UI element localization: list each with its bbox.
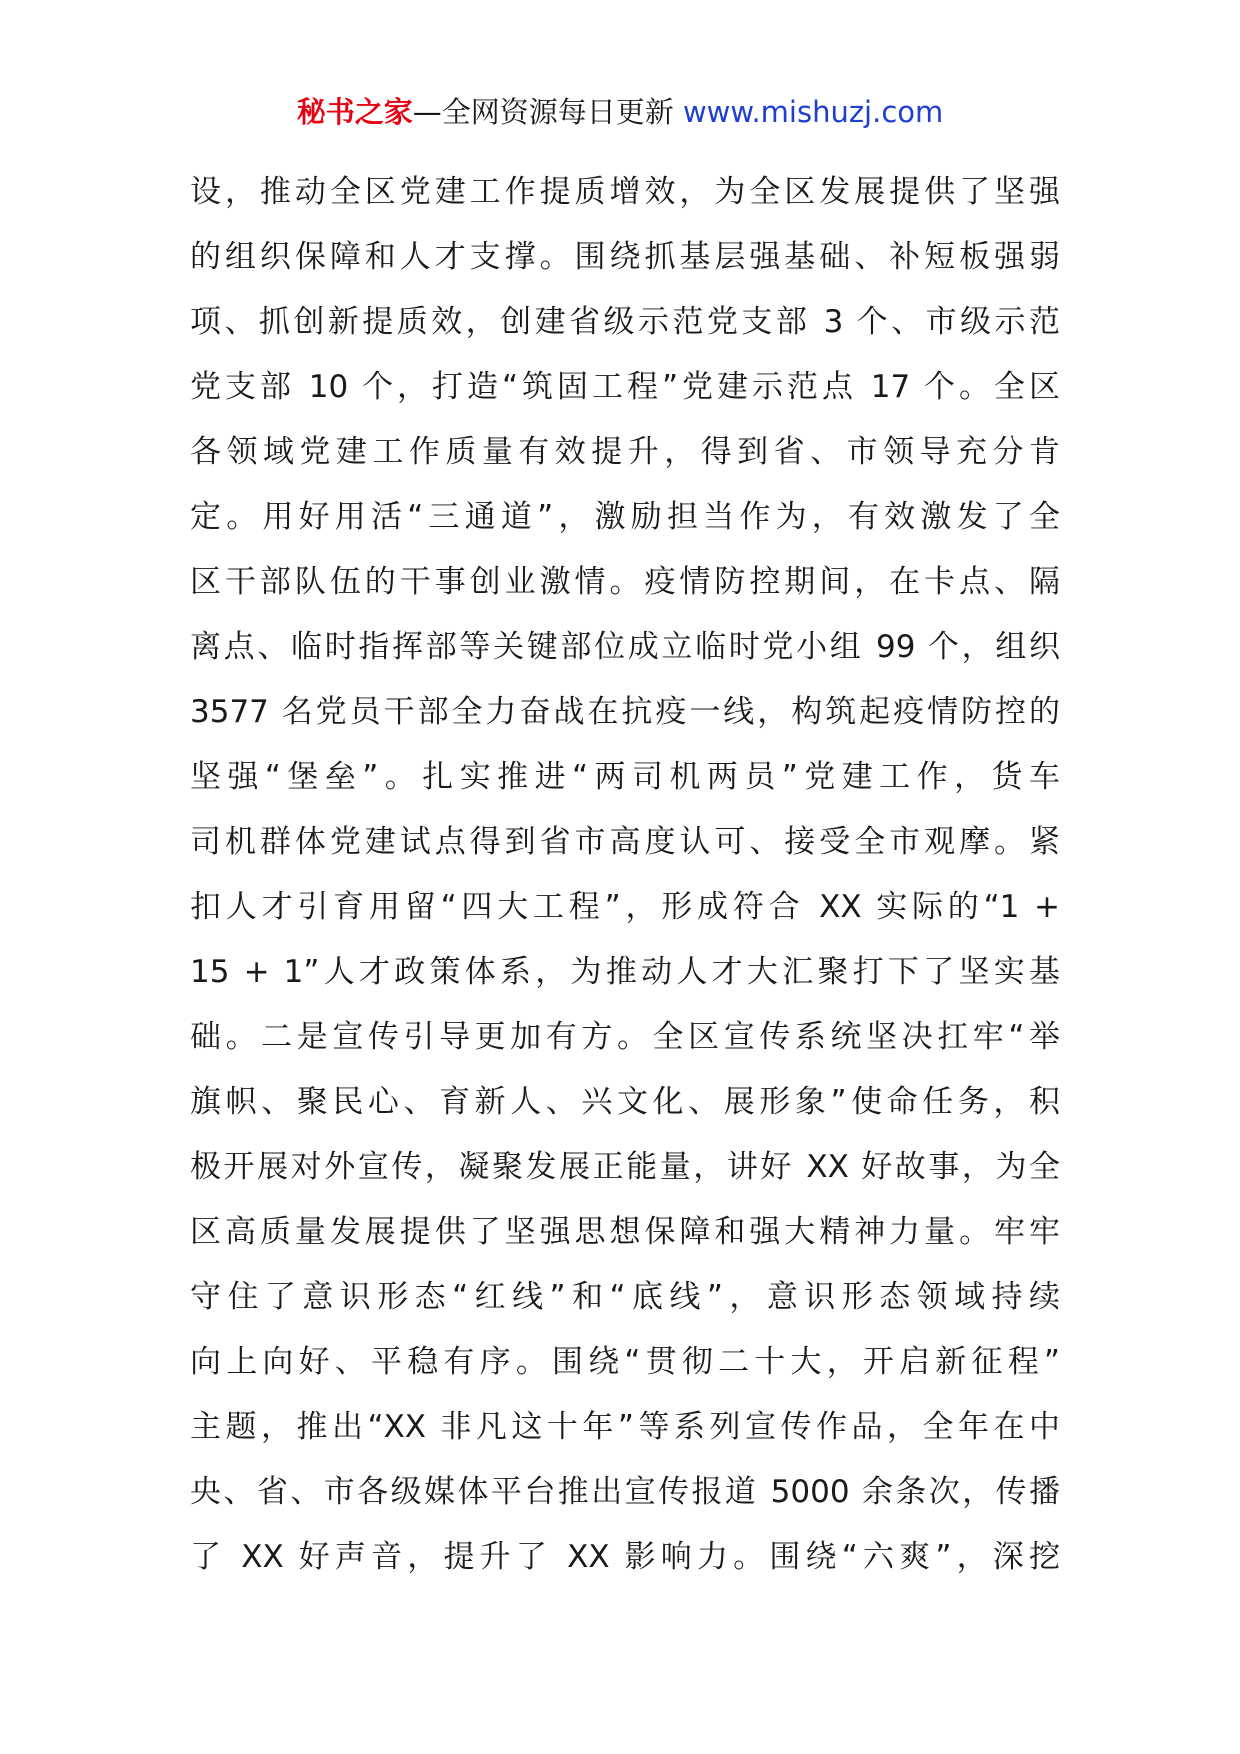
body-line: 向上向好、平稳有序。围绕“贯彻二十大，开启新征程” bbox=[190, 1344, 1060, 1380]
body-line: 区干部队伍的干事创业激情。疫情防控期间，在卡点、隔 bbox=[190, 564, 1060, 600]
body-line: 坚强“堡垒”。扎实推进“两司机两员”党建工作，货车 bbox=[190, 759, 1060, 795]
body-line: 3577 名党员干部全力奋战在抗疫一线，构筑起疫情防控的 bbox=[190, 694, 1060, 730]
body-line: 设，推动全区党建工作提质增效，为全区发展提供了坚强 bbox=[190, 174, 1060, 210]
body-line: 旗帜、聚民心、育新人、兴文化、展形象”使命任务，积 bbox=[190, 1084, 1060, 1120]
body-line: 党支部 10 个，打造“筑固工程”党建示范点 17 个。全区 bbox=[190, 369, 1060, 405]
body-line: 主题，推出“XX 非凡这十年”等系列宣传作品，全年在中 bbox=[190, 1409, 1060, 1445]
body-line: 司机群体党建试点得到省市高度认可、接受全市观摩。紧 bbox=[190, 824, 1060, 860]
body-line: 定。用好用活“三通道”，激励担当作为，有效激发了全 bbox=[190, 499, 1060, 535]
document-body bbox=[190, 160, 1060, 1590]
body-line: 央、省、市各级媒体平台推出宣传报道 5000 余条次，传播 bbox=[190, 1474, 1060, 1510]
body-line: 离点、临时指挥部等关键部位成立临时党小组 99 个，组织 bbox=[190, 629, 1060, 665]
body-line: 的组织保障和人才支撑。围绕抓基层强基础、补短板强弱 bbox=[190, 239, 1060, 275]
body-line: 了 XX 好声音，提升了 XX 影响力。围绕“六爽”，深挖 bbox=[190, 1539, 1060, 1575]
body-line: 15 + 1”人才政策体系，为推动人才大汇聚打下了坚实基 bbox=[190, 954, 1060, 990]
body-line: 区高质量发展提供了坚强思想保障和强大精神力量。牢牢 bbox=[190, 1214, 1060, 1250]
site-url-link[interactable]: www.mishuzj.com bbox=[682, 95, 944, 129]
brand-name: 秘书之家 bbox=[296, 95, 413, 129]
body-line: 各领域党建工作质量有效提升，得到省、市领导充分肯 bbox=[190, 434, 1060, 470]
body-line: 极开展对外宣传，凝聚发展正能量，讲好 XX 好故事，为全 bbox=[190, 1149, 1060, 1185]
body-line: 项、抓创新提质效，创建省级示范党支部 3 个、市级示范 bbox=[190, 304, 1060, 340]
page-header bbox=[0, 92, 1240, 132]
body-line: 守住了意识形态“红线”和“底线”，意识形态领域持续 bbox=[190, 1279, 1060, 1315]
header-tagline: —全网资源每日更新 bbox=[412, 95, 674, 129]
body-line: 础。二是宣传引导更加有方。全区宣传系统坚决扛牢“举 bbox=[190, 1019, 1060, 1055]
body-line: 扣人才引育用留“四大工程”，形成符合 XX 实际的“1 + bbox=[190, 889, 1060, 925]
